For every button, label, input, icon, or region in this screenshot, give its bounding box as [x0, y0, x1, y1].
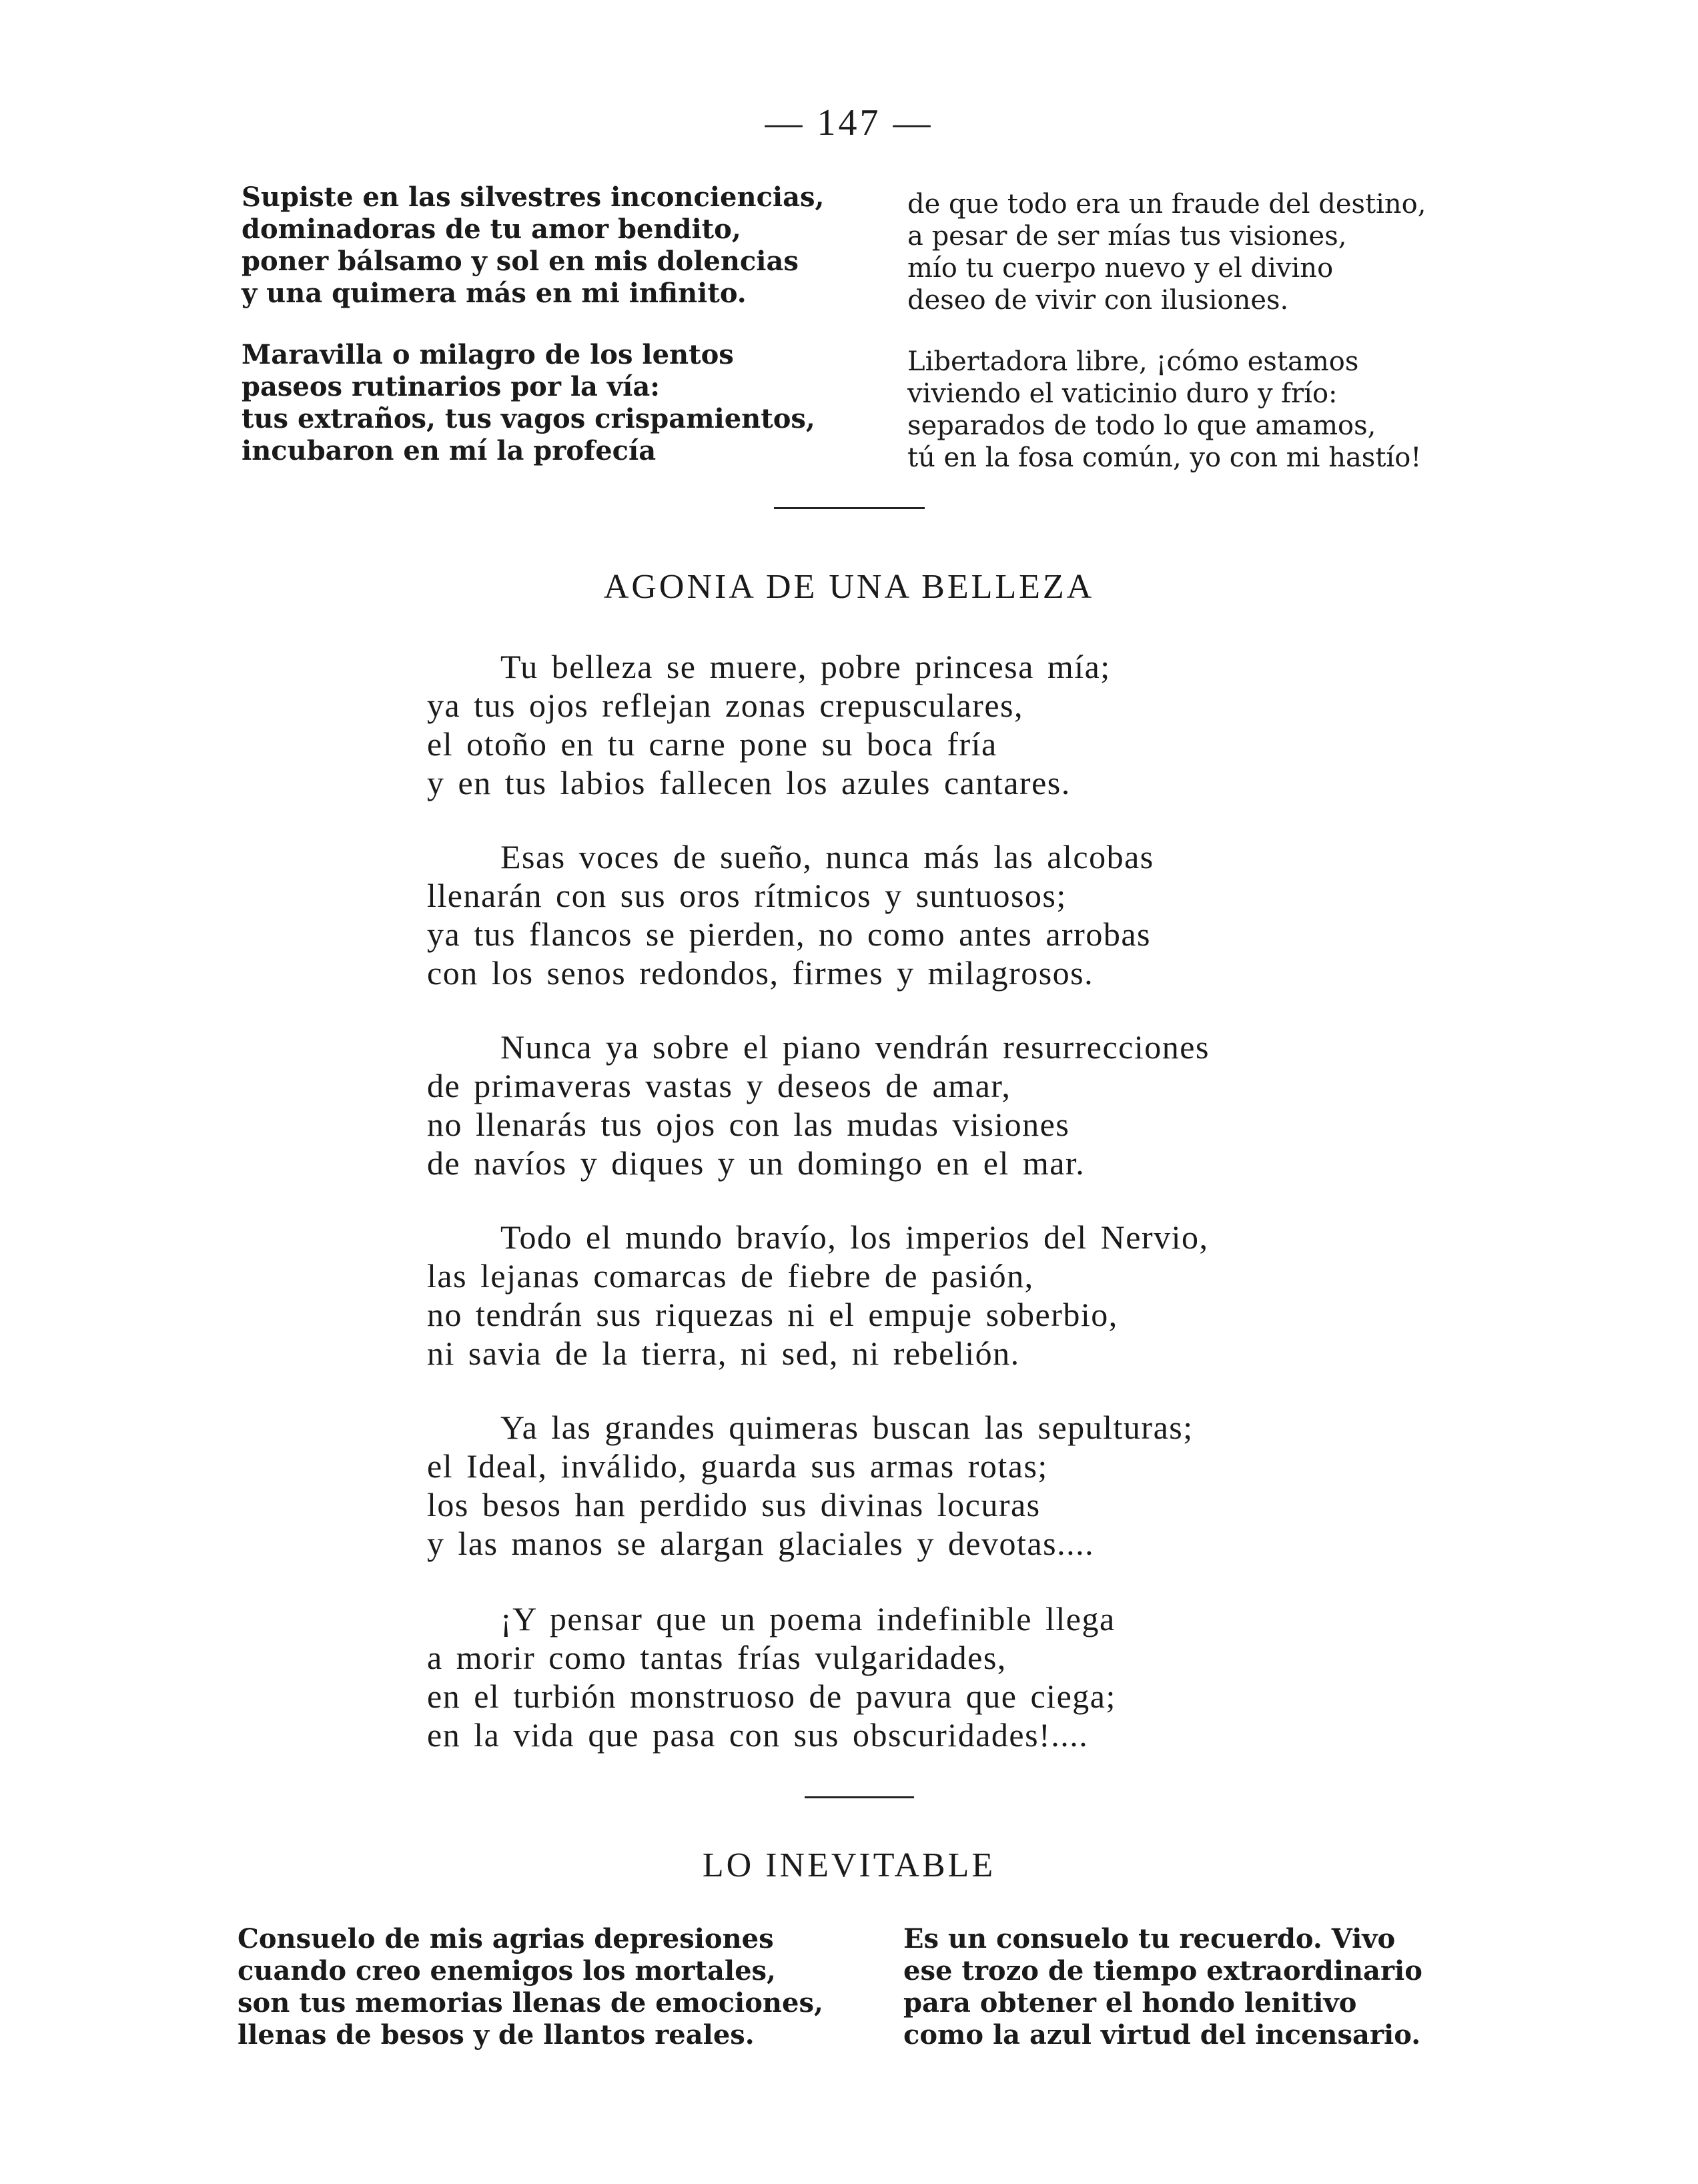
verse-line: como la azul virtud del incensario. [903, 2019, 1421, 2051]
verse-line: Consuelo de mis agrias depresiones [238, 1923, 774, 1954]
inevitable-right-stanza [903, 1923, 1422, 2051]
page-number: — 147 — [765, 102, 933, 143]
poem-title: LO INEVITABLE [702, 1846, 996, 1884]
verse-line: de que todo era un fraude del destino, [907, 189, 1426, 220]
verse-line: Supiste en las silvestres inconciencias, [242, 181, 825, 213]
agonia-stanza-3 [427, 1028, 1210, 1182]
verse-line: de primaveras vastas y deseos de amar, [427, 1067, 1011, 1104]
section-divider [805, 1796, 914, 1798]
verse-line: ya tus flancos se pierden, no como antes arrobas [427, 916, 1151, 953]
verse-line: y una quimera más en mi infinito. [242, 278, 747, 309]
verse-line: no tendrán sus riquezas ni el empuje soberbio, [427, 1296, 1118, 1333]
verse-line: Ya las grandes quimeras buscan las sepulturas; [500, 1409, 1194, 1446]
verse-line: Libertadora libre, ¡cómo estamos [907, 346, 1359, 377]
verse-line: de navíos y diques y un domingo en el mar. [427, 1144, 1086, 1182]
verse-line: llenas de besos y de llantos reales. [238, 2019, 755, 2051]
verse-line: el otoño en tu carne pone su boca fría [427, 725, 997, 763]
verse-line: las lejanas comarcas de fiebre de pasión, [427, 1257, 1034, 1295]
verse-line: y en tus labios fallecen los azules cantares. [427, 764, 1071, 801]
top-left-stanza-2 [242, 339, 815, 467]
agonia-stanza-6 [427, 1599, 1116, 1754]
top-right-stanza-2 [907, 346, 1421, 474]
verse-line: Es un consuelo tu recuerdo. Vivo [903, 1923, 1396, 1954]
verse-line: tus extraños, tus vagos crispamientos, [242, 403, 815, 434]
agonia-stanza-1 [427, 647, 1111, 802]
verse-line: Tu belleza se muere, pobre princesa mía; [500, 648, 1111, 685]
verse-line: cuando creo enemigos los mortales, [238, 1955, 776, 1986]
verse-line: mío tu cuerpo nuevo y el divino [907, 253, 1334, 284]
verse-line: a morir como tantas frías vulgaridades, [427, 1639, 1007, 1676]
verse-line: y las manos se alargan glaciales y devotas.... [427, 1525, 1095, 1562]
verse-line: tú en la fosa común, yo con mi hastío! [907, 442, 1422, 473]
verse-line: deseo de vivir con ilusiones. [907, 285, 1289, 316]
poem-title: AGONIA DE UNA BELLEZA [603, 568, 1095, 606]
verse-line: paseos rutinarios por la vía: [242, 371, 661, 402]
verse-line: incubaron en mí la profecía [242, 435, 657, 466]
verse-line: llenarán con sus oros rítmicos y suntuosos; [427, 877, 1067, 914]
agonia-stanza-4 [427, 1218, 1209, 1373]
verse-line: poner bálsamo y sol en mis dolencias [242, 246, 799, 277]
verse-line: ¡Y pensar que un poema indefinible llega [500, 1600, 1116, 1637]
verse-line: Maravilla o milagro de los lentos [242, 339, 734, 370]
verse-line: los besos han perdido sus divinas locuras [427, 1486, 1041, 1523]
verse-line: el Ideal, inválido, guarda sus armas rotas; [427, 1447, 1048, 1485]
verse-line: Nunca ya sobre el piano vendrán resurrecciones [500, 1028, 1210, 1066]
verse-line: no llenarás tus ojos con las mudas visiones [427, 1106, 1070, 1143]
verse-line: Esas voces de sueño, nunca más las alcobas [500, 838, 1154, 875]
verse-line: Todo el mundo bravío, los imperios del Nervio, [500, 1218, 1209, 1256]
verse-line: son tus memorias llenas de emociones, [238, 1987, 823, 2019]
agonia-stanza-5 [427, 1408, 1194, 1563]
section-divider [774, 507, 925, 509]
verse-line: en el turbión monstruoso de pavura que ciega; [427, 1678, 1116, 1715]
verse-line: ya tus ojos reflejan zonas crepusculares, [427, 687, 1023, 724]
verse-line: en la vida que pasa con sus obscuridades!.... [427, 1716, 1089, 1754]
inevitable-left-stanza [238, 1923, 823, 2051]
verse-line: con los senos redondos, firmes y milagrosos. [427, 954, 1094, 992]
verse-line: separados de todo lo que amamos, [907, 410, 1376, 441]
verse-line: ese trozo de tiempo extraordinario [903, 1955, 1422, 1986]
verse-line: para obtener el hondo lenitivo [903, 1987, 1357, 2019]
top-left-stanza-1 [242, 181, 824, 310]
agonia-stanza-2 [427, 837, 1154, 992]
verse-line: ni savia de la tierra, ni sed, ni rebelión. [427, 1335, 1020, 1372]
verse-line: viviendo el vaticinio duro y frío: [907, 378, 1338, 409]
top-right-stanza-1 [907, 188, 1426, 316]
verse-line: a pesar de ser mías tus visiones, [907, 221, 1347, 252]
verse-line: dominadoras de tu amor bendito, [242, 214, 741, 245]
